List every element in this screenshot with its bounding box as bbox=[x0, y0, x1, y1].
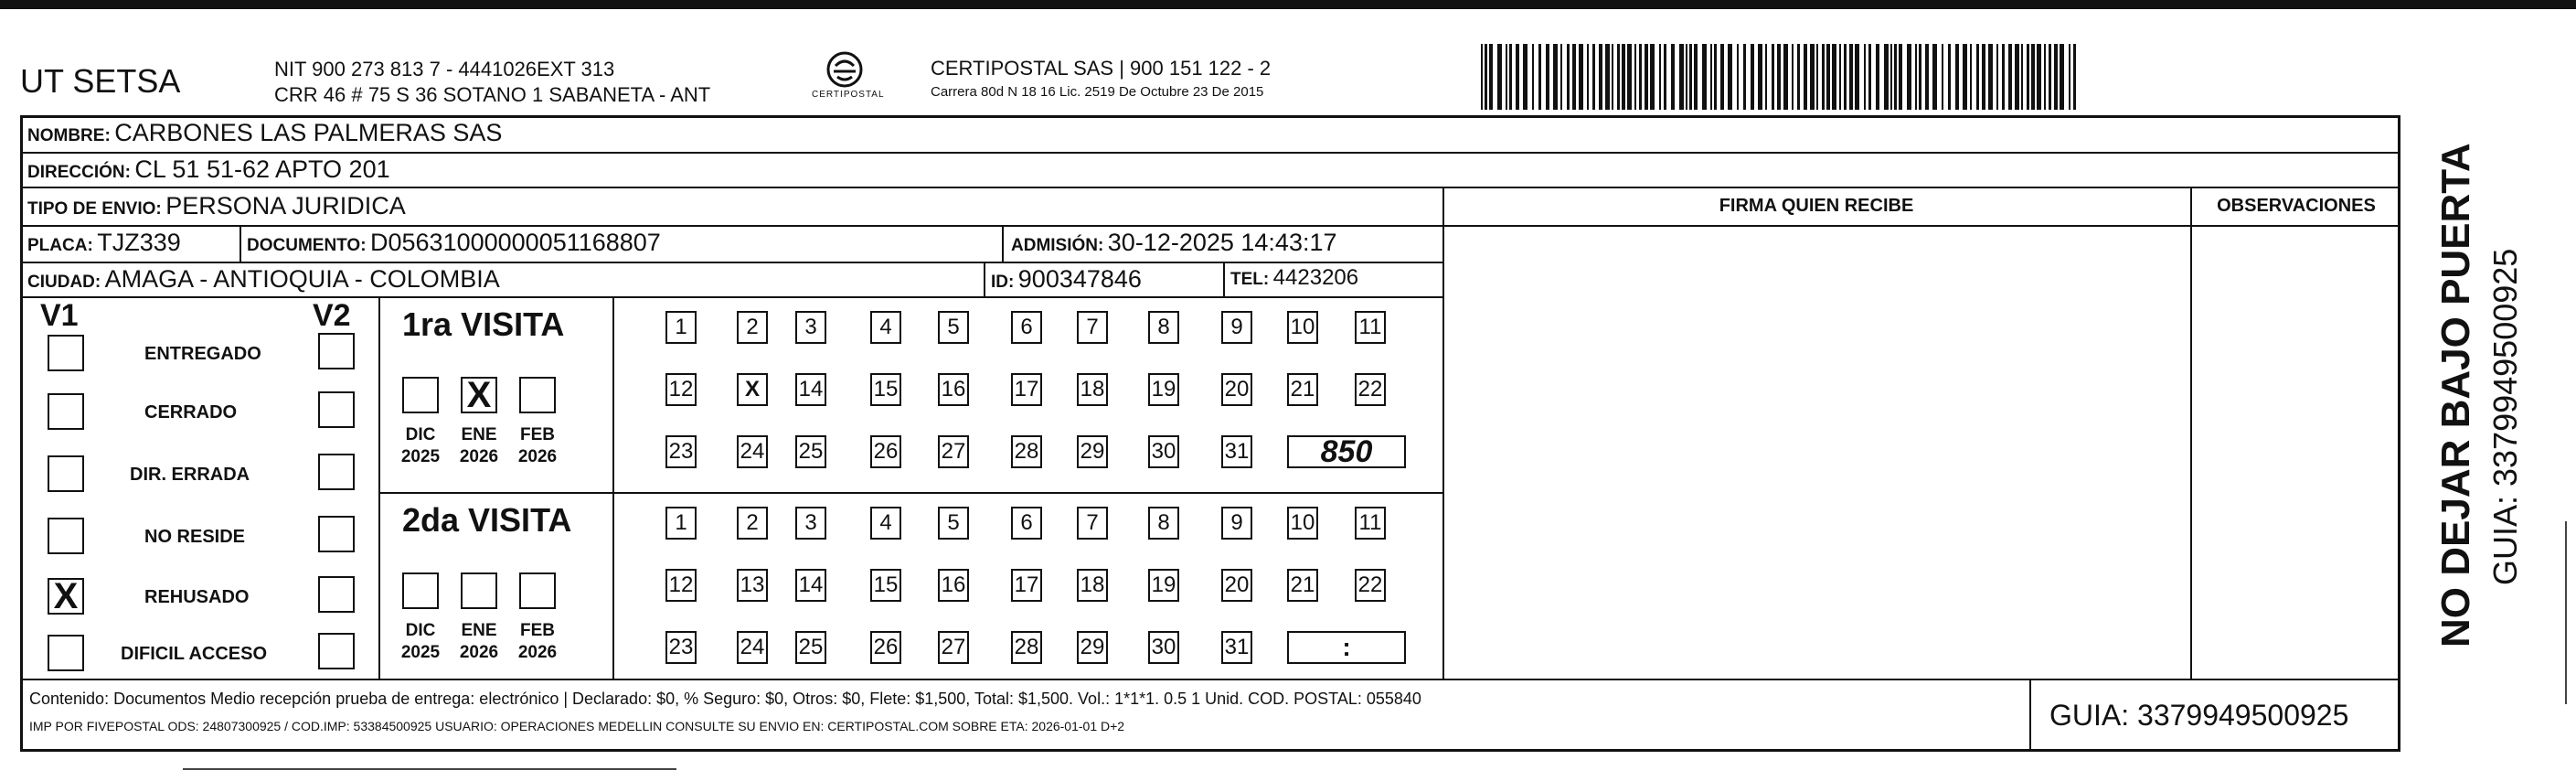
barcode-bar bbox=[1864, 44, 1866, 110]
row-divider bbox=[20, 679, 2400, 680]
certipostal-info bbox=[931, 57, 1271, 100]
certipostal-logo bbox=[812, 49, 885, 100]
direccion-label: DIRECCIÓN: bbox=[27, 163, 131, 182]
barcode-bar bbox=[1868, 44, 1871, 110]
day-box[interactable]: 7 bbox=[1077, 507, 1108, 540]
tel-field bbox=[1230, 265, 1358, 291]
barcode-bar bbox=[1481, 44, 1483, 110]
day-box[interactable]: 23 bbox=[665, 631, 697, 664]
no-dejar-bajo-puerta: NO DEJAR BAJO PUERTA bbox=[2433, 143, 2478, 647]
documento-value: D05631000000051168807 bbox=[370, 229, 661, 256]
barcode-bar bbox=[1702, 44, 1707, 110]
col-divider bbox=[1442, 187, 1444, 679]
barcode-bar bbox=[1792, 44, 1794, 110]
print-info-line: IMP POR FIVEPOSTAL ODS: 24807300925 / COD.IMP: 53384500925 USUARIO: OPERACIONES MEDELLIN CONSULTE SU ENVIO EN: CERTIPOSTAL.COM SOBRE ETA: 2026-01-01 D+2 bbox=[29, 719, 1125, 733]
barcode-bar bbox=[1919, 44, 1921, 110]
day-box[interactable]: 3 bbox=[795, 507, 826, 540]
col-divider bbox=[2190, 187, 2192, 679]
id-label: ID: bbox=[991, 273, 1015, 292]
barcode-bar bbox=[1894, 44, 1897, 110]
status-label: DIFICIL ACCESO bbox=[121, 644, 268, 664]
barcode-bar bbox=[2008, 44, 2012, 110]
barcode-bar bbox=[1832, 44, 1836, 110]
barcode-bar bbox=[1810, 44, 1815, 110]
top-rule bbox=[0, 0, 2576, 9]
barcode-bar bbox=[1587, 44, 1589, 110]
col-divider bbox=[984, 262, 985, 296]
v1-checkbox[interactable]: X bbox=[48, 578, 84, 615]
barcode-bar bbox=[1634, 44, 1636, 110]
placa-field bbox=[27, 229, 181, 257]
barcode-bar bbox=[1758, 44, 1762, 110]
tipo-envio-label: TIPO DE ENVIO: bbox=[27, 199, 162, 219]
barcode-bar bbox=[1686, 44, 1687, 110]
day-box[interactable]: 10 bbox=[1287, 311, 1318, 344]
day-box[interactable]: 5 bbox=[938, 311, 969, 344]
barcode-bar bbox=[1728, 44, 1732, 110]
status-label: NO RESIDE bbox=[144, 527, 246, 547]
visit-divider bbox=[378, 492, 1442, 494]
barcode-bar bbox=[1797, 44, 1800, 110]
admision-field bbox=[1011, 229, 1337, 257]
time-box[interactable]: : bbox=[1287, 631, 1406, 664]
day-box[interactable]: 15 bbox=[870, 569, 901, 602]
barcode-bar bbox=[1988, 44, 1993, 110]
day-box[interactable]: 4 bbox=[870, 311, 901, 344]
month-checkbox[interactable] bbox=[461, 572, 497, 609]
day-box[interactable]: 7 bbox=[1077, 311, 1108, 344]
day-box[interactable]: 24 bbox=[737, 631, 768, 664]
barcode-bar bbox=[2002, 44, 2005, 110]
day-box[interactable]: 20 bbox=[1221, 373, 1252, 406]
month-label bbox=[397, 424, 444, 468]
barcode-bar bbox=[2037, 44, 2041, 110]
v1-label: V1 bbox=[40, 298, 79, 333]
status-label: CERRADO bbox=[144, 402, 238, 423]
barcode-bar bbox=[2015, 44, 2019, 110]
ciudad-label: CIUDAD: bbox=[27, 273, 101, 292]
logo-text: CERTIPOSTAL bbox=[812, 90, 885, 100]
day-box[interactable]: 11 bbox=[1355, 507, 1386, 540]
day-box[interactable]: 27 bbox=[938, 631, 969, 664]
barcode-bar bbox=[1664, 44, 1666, 110]
month-checkbox[interactable]: X bbox=[461, 377, 497, 413]
barcode-bar bbox=[1826, 44, 1830, 110]
company-info bbox=[274, 57, 710, 108]
barcode bbox=[1481, 44, 2079, 110]
barcode-bar bbox=[2021, 44, 2023, 110]
month-year: 2026 bbox=[517, 447, 558, 466]
day-box[interactable]: 2 bbox=[737, 311, 768, 344]
barcode-bar bbox=[1497, 44, 1502, 110]
month-checkbox[interactable] bbox=[519, 377, 556, 413]
barcode-bar bbox=[2069, 44, 2070, 110]
v2-checkbox[interactable] bbox=[318, 391, 355, 428]
barcode-bar bbox=[1765, 44, 1767, 110]
day-box[interactable]: 28 bbox=[1011, 631, 1042, 664]
observaciones-label: OBSERVACIONES bbox=[2217, 196, 2376, 216]
barcode-bar bbox=[1650, 44, 1655, 110]
barcode-bar bbox=[2073, 44, 2076, 110]
month-name: DIC bbox=[405, 425, 436, 444]
day-box[interactable]: 16 bbox=[938, 373, 969, 406]
day-box[interactable]: 14 bbox=[795, 373, 826, 406]
bottom-rule bbox=[183, 768, 676, 770]
barcode-bar bbox=[2060, 44, 2064, 110]
barcode-bar bbox=[1955, 44, 1959, 110]
barcode-bar bbox=[1506, 44, 1507, 110]
day-box[interactable]: 25 bbox=[795, 435, 826, 468]
barcode-bar bbox=[1743, 44, 1746, 110]
col-divider bbox=[1223, 262, 1225, 296]
month-label bbox=[455, 424, 503, 468]
day-box[interactable]: 16 bbox=[938, 569, 969, 602]
barcode-bar bbox=[1622, 44, 1625, 110]
day-box[interactable]: 11 bbox=[1355, 311, 1386, 344]
barcode-bar bbox=[1890, 44, 1892, 110]
day-box[interactable]: 20 bbox=[1221, 569, 1252, 602]
barcode-bar bbox=[1948, 44, 1951, 110]
v1-checkbox[interactable] bbox=[48, 393, 84, 430]
barcode-bar bbox=[1546, 44, 1549, 110]
barcode-bar bbox=[1932, 44, 1937, 110]
day-box[interactable]: 27 bbox=[938, 435, 969, 468]
day-box[interactable]: 14 bbox=[795, 569, 826, 602]
logo-icon bbox=[817, 49, 872, 90]
day-box[interactable]: 1 bbox=[665, 311, 697, 344]
visit-title: 1ra VISITA bbox=[402, 305, 565, 343]
barcode-bar bbox=[1844, 44, 1847, 110]
day-box[interactable]: 10 bbox=[1287, 507, 1318, 540]
month-label bbox=[514, 424, 561, 468]
day-box[interactable]: 21 bbox=[1287, 569, 1318, 602]
day-box[interactable]: 4 bbox=[870, 507, 901, 540]
v2-checkbox[interactable] bbox=[318, 454, 355, 490]
v2-checkbox[interactable] bbox=[318, 633, 355, 669]
barcode-bar bbox=[1915, 44, 1917, 110]
row-divider bbox=[20, 296, 1442, 298]
month-year: 2026 bbox=[517, 643, 558, 662]
right-edge-mark bbox=[2565, 521, 2567, 704]
v2-label: V2 bbox=[313, 298, 351, 333]
nombre-field bbox=[27, 119, 502, 147]
barcode-bar bbox=[1996, 44, 1998, 110]
barcode-bar bbox=[1523, 44, 1528, 110]
barcode-bar bbox=[1942, 44, 1943, 110]
observaciones-header bbox=[2192, 196, 2400, 217]
v2-checkbox[interactable] bbox=[318, 516, 355, 552]
barcode-bar bbox=[1777, 44, 1781, 110]
barcode-bar bbox=[1925, 44, 1929, 110]
day-box[interactable]: 18 bbox=[1077, 569, 1108, 602]
nombre-value: CARBONES LAS PALMERAS SAS bbox=[114, 119, 503, 146]
barcode-bar bbox=[1822, 44, 1825, 110]
visit-title: 2da VISITA bbox=[402, 501, 572, 539]
day-box[interactable]: 3 bbox=[795, 311, 826, 344]
month-name: FEB bbox=[520, 425, 555, 444]
barcode-bar bbox=[1560, 44, 1562, 110]
barcode-bar bbox=[1627, 44, 1632, 110]
firma-label: FIRMA QUIEN RECIBE bbox=[1719, 196, 1914, 216]
barcode-bar bbox=[1899, 44, 1902, 110]
day-box[interactable]: 26 bbox=[870, 631, 901, 664]
barcode-bar bbox=[1639, 44, 1642, 110]
barcode-bar bbox=[1976, 44, 1979, 110]
col-divider bbox=[240, 225, 241, 262]
day-box[interactable]: 22 bbox=[1355, 569, 1386, 602]
col-divider bbox=[612, 296, 614, 679]
barcode-bar bbox=[1516, 44, 1519, 110]
barcode-bar bbox=[1714, 44, 1717, 110]
day-box[interactable]: 5 bbox=[938, 507, 969, 540]
barcode-bar bbox=[1970, 44, 1972, 110]
month-name: DIC bbox=[405, 621, 436, 640]
barcode-bar bbox=[2044, 44, 2046, 110]
tel-label: TEL: bbox=[1230, 270, 1270, 289]
barcode-bar bbox=[1963, 44, 1967, 110]
col-divider bbox=[1002, 225, 1004, 262]
direccion-field bbox=[27, 155, 390, 184]
certipostal-license: Carrera 80d N 18 16 Lic. 2519 De Octubre 23 De 2015 bbox=[931, 84, 1264, 100]
documento-field bbox=[247, 229, 661, 257]
side-guia: GUIA: 3379949500925 bbox=[2486, 248, 2524, 585]
footer-guia: GUIA: 3379949500925 bbox=[2049, 699, 2349, 732]
day-box[interactable]: 15 bbox=[870, 373, 901, 406]
barcode-bar bbox=[1689, 44, 1692, 110]
firma-header bbox=[1442, 196, 2190, 217]
v1-checkbox[interactable] bbox=[48, 455, 84, 492]
month-checkbox[interactable] bbox=[519, 572, 556, 609]
tipo-envio-field bbox=[27, 192, 406, 220]
month-year: 2025 bbox=[400, 447, 441, 466]
day-box[interactable]: 31 bbox=[1221, 435, 1252, 468]
certipostal-nit: CERTIPOSTAL SAS | 900 151 122 - 2 bbox=[931, 57, 1272, 80]
day-box[interactable]: 29 bbox=[1077, 435, 1108, 468]
admision-value: 30-12-2025 14:43:17 bbox=[1107, 229, 1337, 256]
day-box[interactable]: 29 bbox=[1077, 631, 1108, 664]
barcode-bar bbox=[1751, 44, 1754, 110]
barcode-bar bbox=[1592, 44, 1595, 110]
month-year: 2025 bbox=[400, 643, 441, 662]
row-divider bbox=[20, 187, 2400, 188]
barcode-bar bbox=[2031, 44, 2035, 110]
barcode-bar bbox=[1485, 44, 1487, 110]
barcode-bar bbox=[1772, 44, 1774, 110]
documento-label: DOCUMENTO: bbox=[247, 236, 367, 255]
barcode-bar bbox=[1605, 44, 1610, 110]
id-value: 900347846 bbox=[1017, 265, 1142, 293]
barcode-bar bbox=[1572, 44, 1576, 110]
day-box[interactable]: 23 bbox=[665, 435, 697, 468]
barcode-bar bbox=[1553, 44, 1558, 110]
row-divider bbox=[20, 262, 1442, 263]
month-label bbox=[455, 620, 503, 664]
month-checkbox[interactable] bbox=[402, 377, 439, 413]
day-box[interactable]: 6 bbox=[1011, 311, 1042, 344]
brand-name: UT SETSA bbox=[20, 62, 181, 100]
day-box[interactable]: 9 bbox=[1221, 311, 1252, 344]
day-box[interactable]: 19 bbox=[1148, 569, 1179, 602]
barcode-bar bbox=[1509, 44, 1512, 110]
row-divider bbox=[20, 225, 1442, 227]
barcode-bar bbox=[1907, 44, 1911, 110]
contents-line: Contenido: Documentos Medio recepción prueba de entrega: electrónico | Declarado: $0, % Seguro: $0, Otros: $0, Flete: $1,500, Total: $1,500. Vol.: 1*1*1. 0.5 1 Unid. COD. POSTAL: 055840 bbox=[29, 690, 1421, 708]
ciudad-field bbox=[27, 265, 500, 294]
nombre-label: NOMBRE: bbox=[27, 126, 111, 145]
day-box[interactable]: 8 bbox=[1148, 311, 1179, 344]
barcode-bar bbox=[1884, 44, 1889, 110]
month-name: ENE bbox=[461, 425, 497, 444]
month-year: 2026 bbox=[459, 643, 499, 662]
month-year: 2026 bbox=[459, 447, 499, 466]
col-divider bbox=[2029, 679, 2031, 752]
barcode-bar bbox=[1532, 44, 1534, 110]
barcode-bar bbox=[1617, 44, 1620, 110]
day-box[interactable]: 18 bbox=[1077, 373, 1108, 406]
direccion-value: CL 51 51-62 APTO 201 bbox=[134, 155, 390, 183]
barcode-bar bbox=[1737, 44, 1739, 110]
day-box[interactable]: 17 bbox=[1011, 569, 1042, 602]
barcode-bar bbox=[1671, 44, 1675, 110]
col-divider bbox=[378, 296, 380, 679]
barcode-bar bbox=[1804, 44, 1807, 110]
barcode-bar bbox=[1876, 44, 1879, 110]
placa-label: PLACA: bbox=[27, 236, 93, 255]
month-name: ENE bbox=[461, 621, 497, 640]
v2-checkbox[interactable] bbox=[318, 576, 355, 613]
day-box[interactable]: 28 bbox=[1011, 435, 1042, 468]
status-label: REHUSADO bbox=[144, 587, 250, 607]
day-box[interactable]: 9 bbox=[1221, 507, 1252, 540]
v2-checkbox[interactable] bbox=[318, 333, 355, 369]
barcode-bar bbox=[1612, 44, 1613, 110]
day-box[interactable]: 26 bbox=[870, 435, 901, 468]
v1-checkbox[interactable] bbox=[48, 635, 84, 671]
month-checkbox[interactable] bbox=[402, 572, 439, 609]
day-box[interactable]: 30 bbox=[1148, 435, 1179, 468]
barcode-bar bbox=[1855, 44, 1859, 110]
day-box[interactable]: 24 bbox=[737, 435, 768, 468]
day-box[interactable]: 21 bbox=[1287, 373, 1318, 406]
day-box[interactable]: 8 bbox=[1148, 507, 1179, 540]
month-name: FEB bbox=[520, 621, 555, 640]
barcode-bar bbox=[1679, 44, 1684, 110]
tipo-envio-value: PERSONA JURIDICA bbox=[165, 192, 406, 219]
barcode-bar bbox=[1538, 44, 1541, 110]
barcode-bar bbox=[1783, 44, 1788, 110]
placa-value: TJZ339 bbox=[97, 229, 181, 256]
barcode-bar bbox=[1659, 44, 1661, 110]
barcode-bar bbox=[1839, 44, 1841, 110]
day-box[interactable]: 6 bbox=[1011, 507, 1042, 540]
barcode-bar bbox=[1710, 44, 1712, 110]
day-box[interactable]: X bbox=[737, 373, 768, 406]
day-box[interactable]: 19 bbox=[1148, 373, 1179, 406]
day-box[interactable]: 12 bbox=[665, 569, 697, 602]
month-label bbox=[397, 620, 444, 664]
status-label: DIR. ERRADA bbox=[130, 465, 250, 485]
status-label: ENTREGADO bbox=[144, 344, 261, 364]
day-box[interactable]: 22 bbox=[1355, 373, 1386, 406]
barcode-bar bbox=[1567, 44, 1570, 110]
barcode-bar bbox=[1849, 44, 1853, 110]
row-divider bbox=[20, 152, 2400, 154]
day-box[interactable]: 13 bbox=[737, 569, 768, 602]
id-field bbox=[991, 265, 1142, 294]
row-divider bbox=[1442, 225, 2400, 227]
admision-label: ADMISIÓN: bbox=[1011, 236, 1104, 255]
day-box[interactable]: 25 bbox=[795, 631, 826, 664]
time-box[interactable]: 850 bbox=[1287, 435, 1406, 468]
day-box[interactable]: 17 bbox=[1011, 373, 1042, 406]
barcode-bar bbox=[1720, 44, 1724, 110]
day-box[interactable]: 31 bbox=[1221, 631, 1252, 664]
ciudad-value: AMAGA - ANTIOQUIA - COLOMBIA bbox=[104, 265, 500, 293]
barcode-bar bbox=[1982, 44, 1985, 110]
day-box[interactable]: 12 bbox=[665, 373, 697, 406]
day-box[interactable]: 1 bbox=[665, 507, 697, 540]
barcode-bar bbox=[1489, 44, 1493, 110]
barcode-bar bbox=[1816, 44, 1818, 110]
barcode-bar bbox=[2054, 44, 2058, 110]
barcode-bar bbox=[2049, 44, 2051, 110]
company-address: CRR 46 # 75 S 36 SOTANO 1 SABANETA - ANT bbox=[274, 83, 711, 106]
barcode-bar bbox=[1645, 44, 1648, 110]
tel-value: 4423206 bbox=[1272, 265, 1359, 290]
barcode-bar bbox=[1599, 44, 1602, 110]
nit-line: NIT 900 273 813 7 - 4441026EXT 313 bbox=[274, 58, 615, 80]
month-label bbox=[514, 620, 561, 664]
v1-checkbox[interactable] bbox=[48, 335, 84, 371]
barcode-bar bbox=[2027, 44, 2029, 110]
day-box[interactable]: 30 bbox=[1148, 631, 1179, 664]
v1-checkbox[interactable] bbox=[48, 518, 84, 554]
barcode-bar bbox=[1579, 44, 1583, 110]
barcode-bar bbox=[1694, 44, 1698, 110]
day-box[interactable]: 2 bbox=[737, 507, 768, 540]
